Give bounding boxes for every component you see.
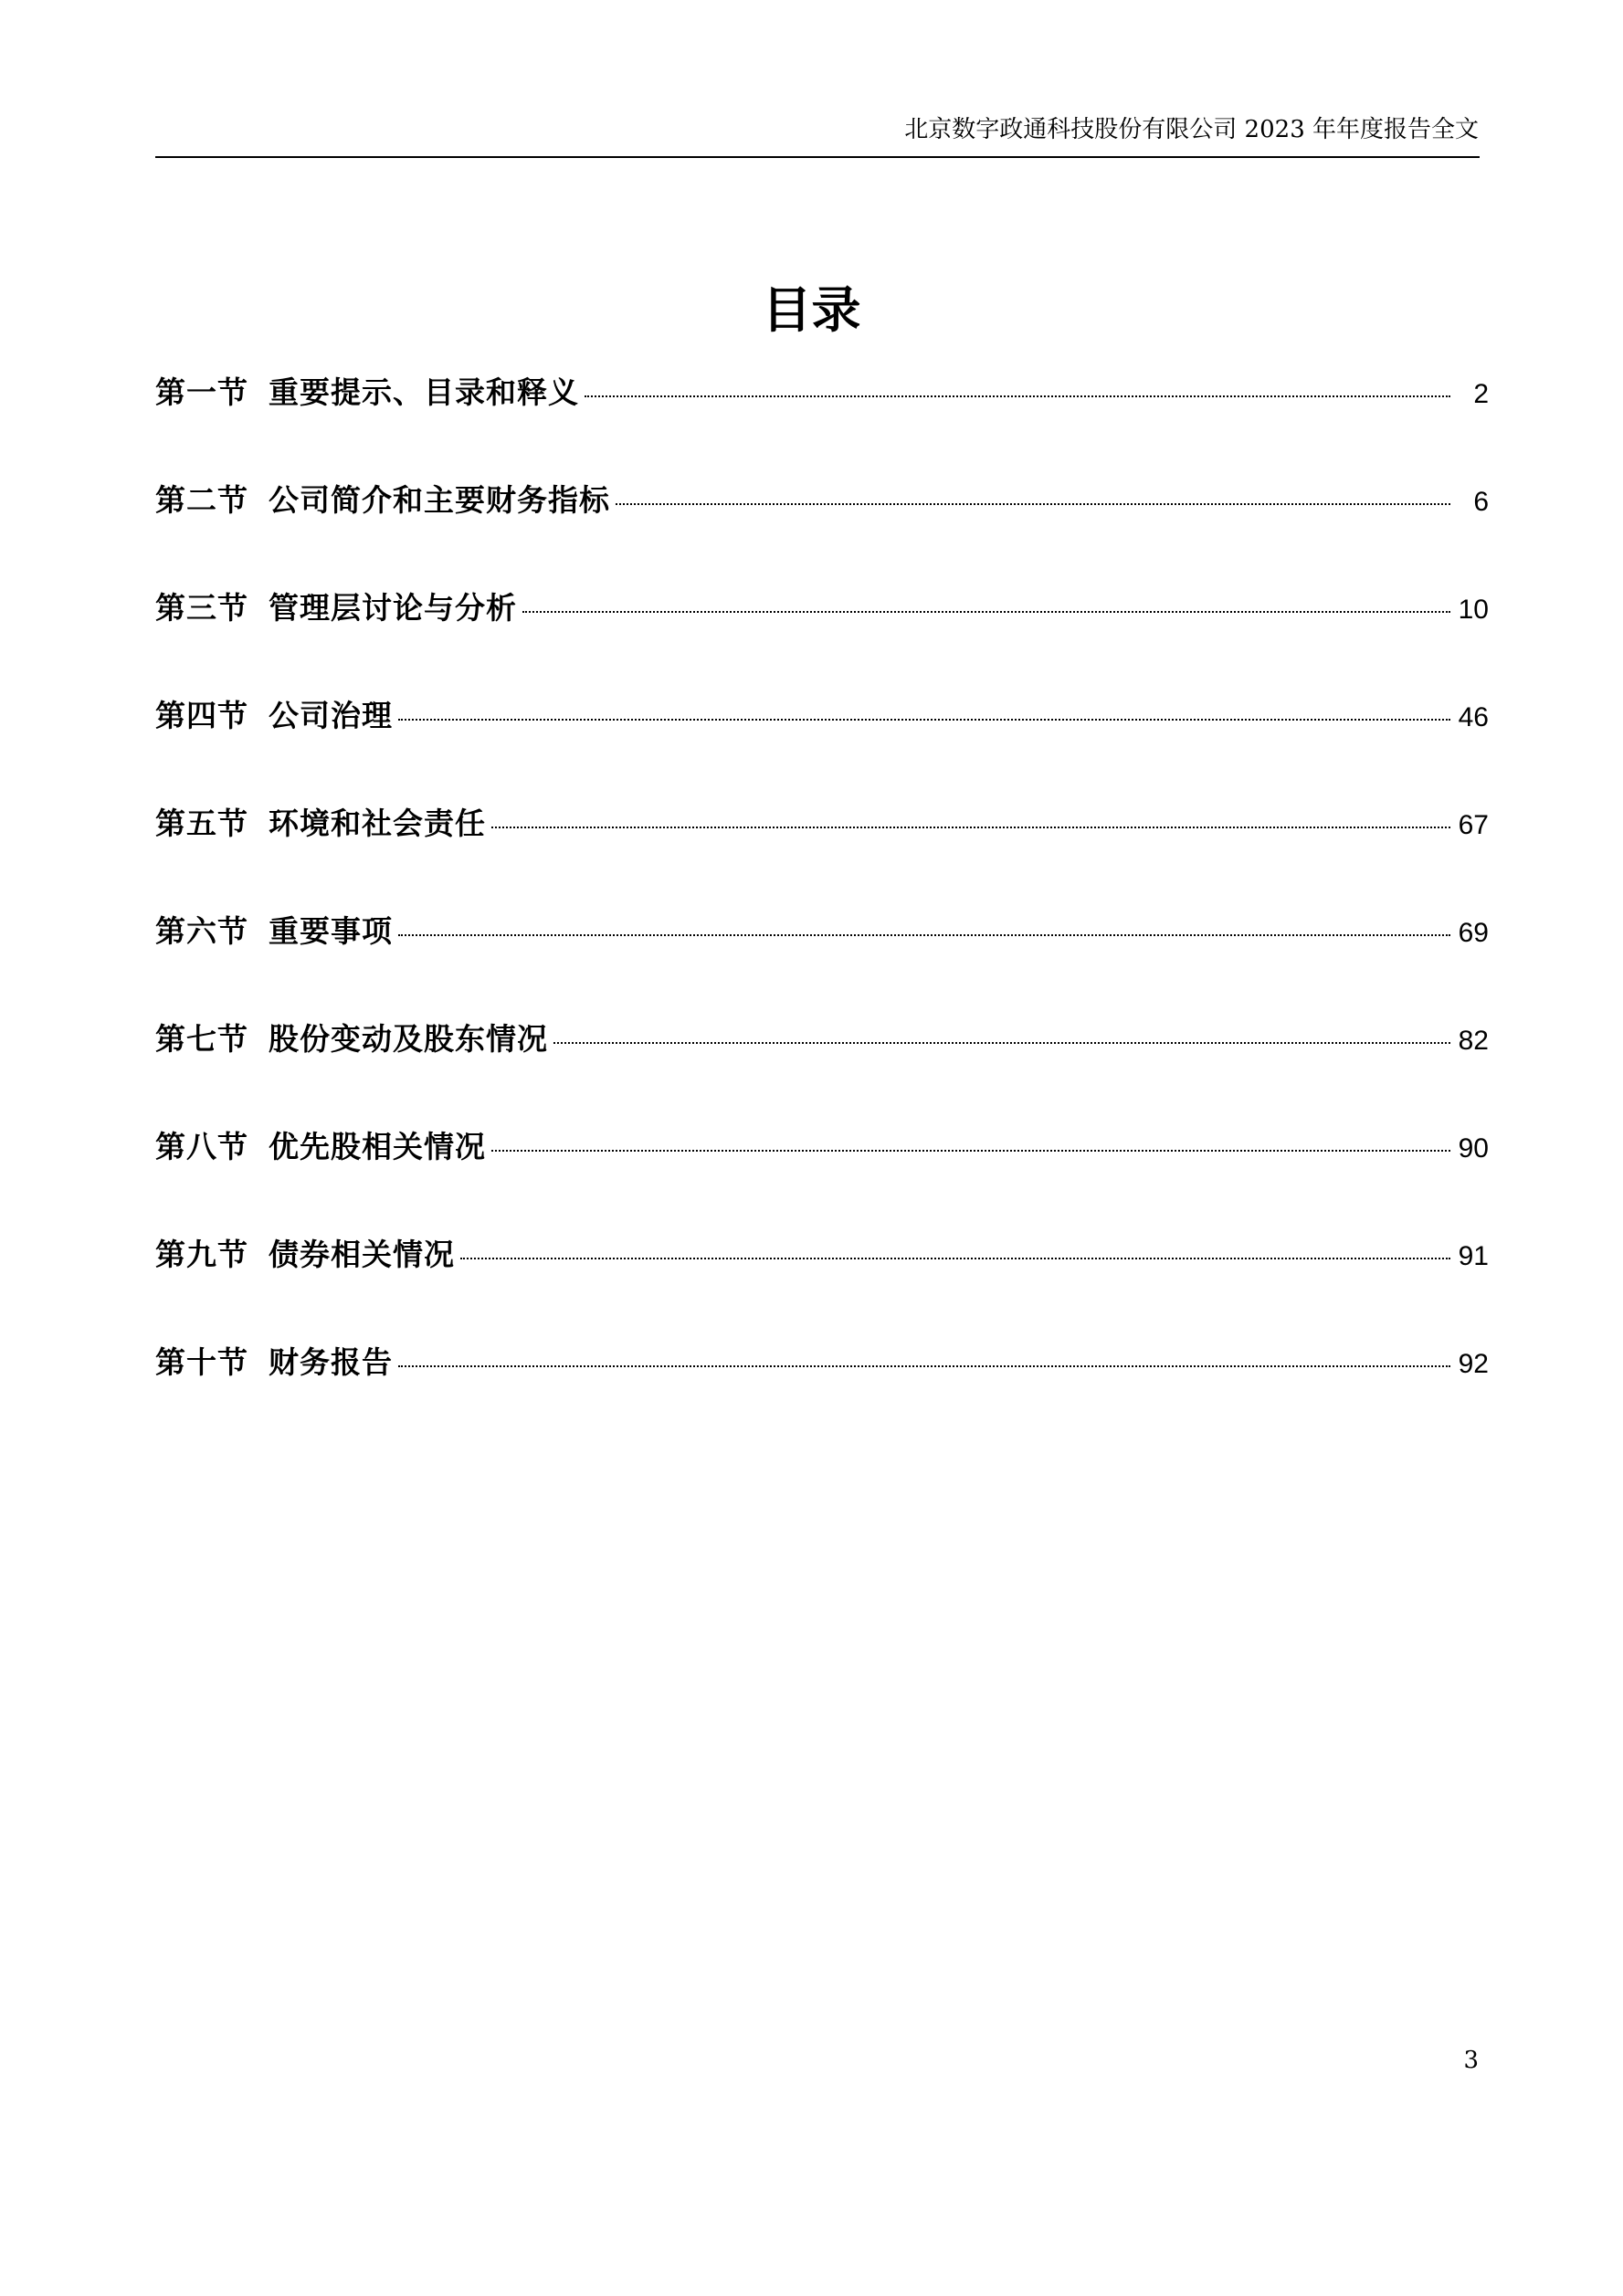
toc-section-title: 公司简介和主要财务指标 — [269, 482, 610, 518]
toc-entry[interactable] — [155, 687, 1489, 795]
running-header: 北京数字政通科技股份有限公司 2023 年年度报告全文 — [904, 116, 1479, 143]
toc-section-number: 第五节 — [155, 806, 248, 841]
toc-entry[interactable] — [155, 795, 1489, 902]
toc-section-number: 第九节 — [155, 1237, 248, 1272]
dot-leader — [398, 719, 1450, 721]
toc-entry[interactable] — [155, 1226, 1489, 1333]
dot-leader — [398, 934, 1450, 936]
toc-entry-label — [155, 1010, 548, 1069]
toc-section-number: 第二节 — [155, 482, 248, 518]
dot-leader — [522, 611, 1450, 613]
toc-section-title: 优先股相关情况 — [269, 1129, 486, 1164]
toc-page-number: 10 — [1458, 595, 1489, 625]
dot-leader — [398, 1365, 1450, 1367]
dot-leader — [491, 1150, 1450, 1152]
toc-page-number: 6 — [1473, 487, 1489, 517]
toc-section-title: 重要事项 — [269, 913, 393, 949]
toc-entry[interactable] — [155, 1010, 1489, 1118]
toc-entry-label — [155, 471, 610, 530]
toc-section-title: 重要提示、目录和释义 — [269, 374, 579, 410]
toc-page-number: 67 — [1458, 810, 1489, 840]
toc-page-number: 82 — [1458, 1026, 1489, 1056]
toc-section-title: 管理层讨论与分析 — [269, 590, 517, 626]
toc-entry-label — [155, 795, 486, 853]
toc-entry-label — [155, 1118, 486, 1176]
toc-section-title: 环境和社会责任 — [269, 806, 486, 841]
toc-title: 目录 — [762, 281, 861, 339]
page-number: 3 — [1463, 2047, 1479, 2074]
toc-entry[interactable] — [155, 1118, 1489, 1226]
toc-section-number: 第六节 — [155, 913, 248, 949]
toc-section-number: 第十节 — [155, 1344, 248, 1380]
toc-page-number: 69 — [1458, 918, 1489, 948]
header-rule — [155, 156, 1480, 158]
toc-section-number: 第八节 — [155, 1129, 248, 1164]
toc-entry[interactable] — [155, 471, 1489, 579]
dot-leader — [616, 503, 1450, 505]
toc-section-title: 债券相关情况 — [269, 1237, 455, 1272]
toc-entry[interactable] — [155, 1333, 1489, 1441]
toc-section-title: 公司治理 — [269, 698, 393, 733]
toc-page-number: 46 — [1458, 702, 1489, 732]
toc-section-title: 股份变动及股东情况 — [269, 1021, 548, 1057]
toc-page-number: 91 — [1458, 1241, 1489, 1271]
toc-section-number: 第一节 — [155, 374, 248, 410]
dot-leader — [585, 395, 1450, 397]
toc-entry-label — [155, 363, 579, 422]
toc-page-number: 2 — [1473, 379, 1489, 409]
toc-page-number: 90 — [1458, 1133, 1489, 1164]
toc-section-number: 第三节 — [155, 590, 248, 626]
toc-entry[interactable] — [155, 579, 1489, 687]
dot-leader — [491, 827, 1450, 828]
toc-entry-label — [155, 1226, 455, 1284]
toc-entry[interactable] — [155, 902, 1489, 1010]
toc-section-number: 第四节 — [155, 698, 248, 733]
toc-section-title: 财务报告 — [269, 1344, 393, 1380]
toc-entry-label — [155, 579, 517, 637]
toc-section-number: 第七节 — [155, 1021, 248, 1057]
toc-entry-label — [155, 902, 393, 961]
dot-leader — [460, 1258, 1450, 1259]
toc-entry[interactable] — [155, 363, 1489, 471]
toc-list — [155, 363, 1489, 1441]
dot-leader — [553, 1042, 1450, 1044]
toc-entry-label — [155, 687, 393, 745]
toc-entry-label — [155, 1333, 393, 1392]
toc-page-number: 92 — [1458, 1349, 1489, 1379]
